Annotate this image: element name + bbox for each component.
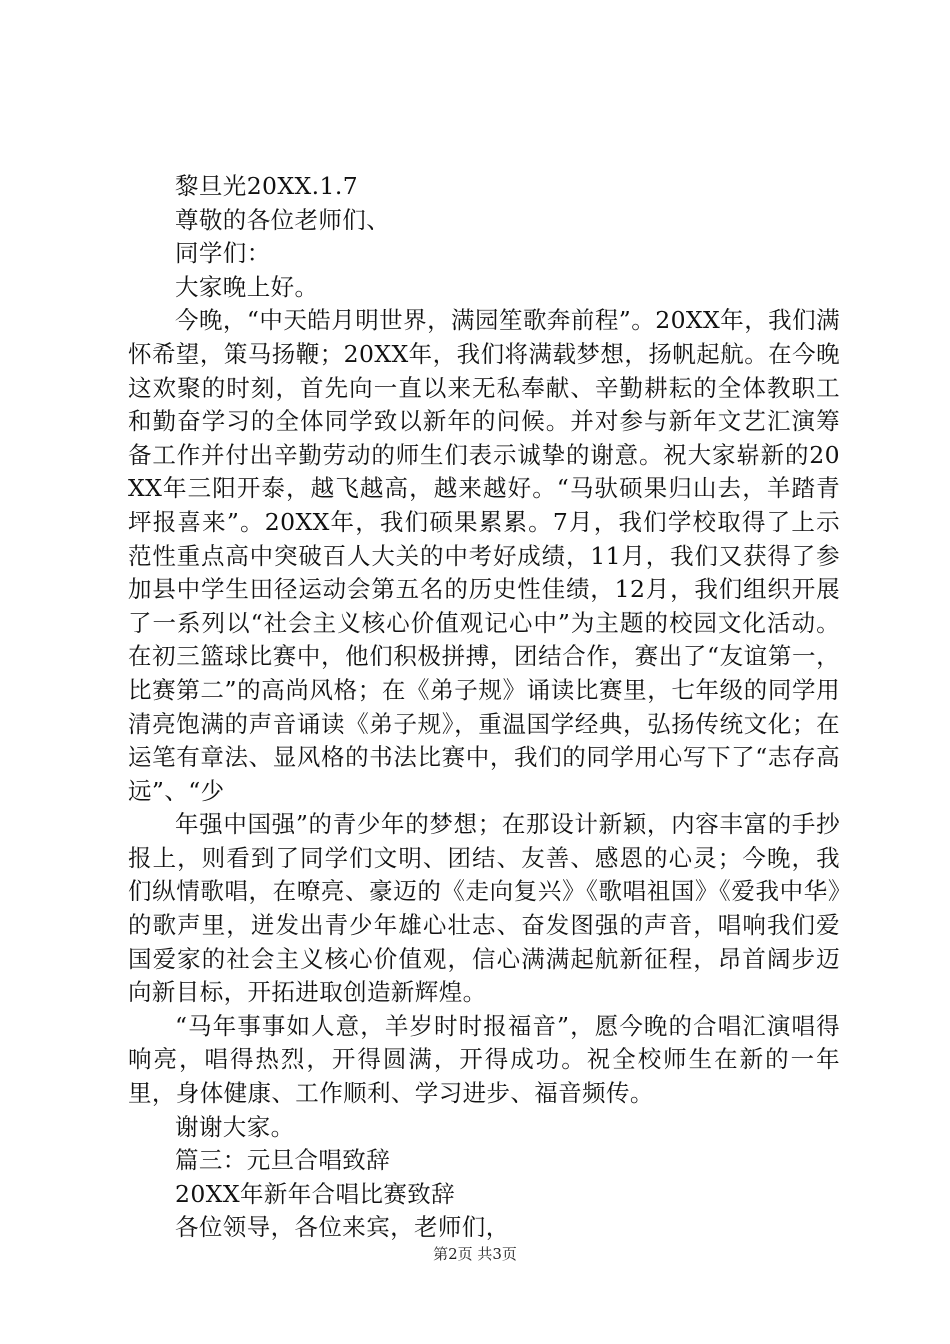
section-heading: 篇三：元旦合唱致辞 <box>175 1146 391 1175</box>
speech-title: 20XX年新年合唱比赛致辞 <box>175 1179 456 1208</box>
body-paragraph-wishes: “马年事事如人意，羊岁时时报福音”，愿今晚的合唱汇演唱得响亮，唱得热烈，开得圆满，开得成功。祝全校师生在新的一年里，身体健康、工作顺利、学习进步、福音频传。 <box>128 1011 840 1108</box>
closing-thanks: 谢谢大家。 <box>175 1112 295 1141</box>
speech-salutation: 各位领导，各位来宾，老师们， <box>175 1213 510 1242</box>
body-paragraph-review: 今晚，“中天皓月明世界，满园笙歌奔前程”。20XX年，我们满怀希望，策马扬鞭；20XX年，我们将满载梦想，扬帆起航。在今晚这欢聚的时刻，首先向一直以来无私奉献、辛勤耕耘的全体教职工和勤奋学习的全体同学致以新年的问候。并对参与新年文艺汇演筹备工作并付出辛勤劳动的师生们表示诚挚的谢意。祝大家崭新的20XX年三阳开泰，越飞越高，越来越好。“马驮硕果归山去，羊踏青坪报喜来”。20XX年，我们硕果累累。7月，我们学校取得了上示范性重点高中突破百人大关的中考好成绩，11月，我们又获得了参加县中学生田径运动会第五名的历史性佳绩，12月，我们组织开展了一系列以“社会主义核心价值观记心中”为主题的校园文化活动。在初三篮球比赛中，他们积极拼搏，团结合作，赛出了“友谊第一，比赛第二”的高尚风格；在《弟子规》诵读比赛里，七年级的同学用清亮饱满的声音诵读《弟子规》，重温国学经典，弘扬传统文化；在运笔有章法、显风格的书法比赛中，我们的同学用心写下了“志存高远”、“少 <box>128 306 840 805</box>
author-date-line: 黎旦光20XX.1.7 <box>175 172 359 200</box>
body-paragraph-dreams: 年强中国强”的青少年的梦想；在那设计新颖，内容丰富的手抄报上，则看到了同学们文明、团结、友善、感恩的心灵；今晚，我们纵情歌唱，在嘹亮、豪迈的《走向复兴》《歌唱祖国》《爱我中华》的歌声里，迸发出青少年雄心壮志、奋发图强的声音，唱响我们爱国爱家的社会主义核心价值观，信心满满起航新征程，昂首阔步迈向新目标，开拓进取创造新辉煌。 <box>128 810 840 1007</box>
page-number-footer: 第2页 共3页 <box>433 1245 517 1263</box>
salutation-teachers: 尊敬的各位老师们、 <box>175 205 391 234</box>
greeting: 大家晚上好。 <box>175 272 319 301</box>
document-body <box>128 170 840 1245</box>
salutation-students: 同学们： <box>175 239 271 268</box>
